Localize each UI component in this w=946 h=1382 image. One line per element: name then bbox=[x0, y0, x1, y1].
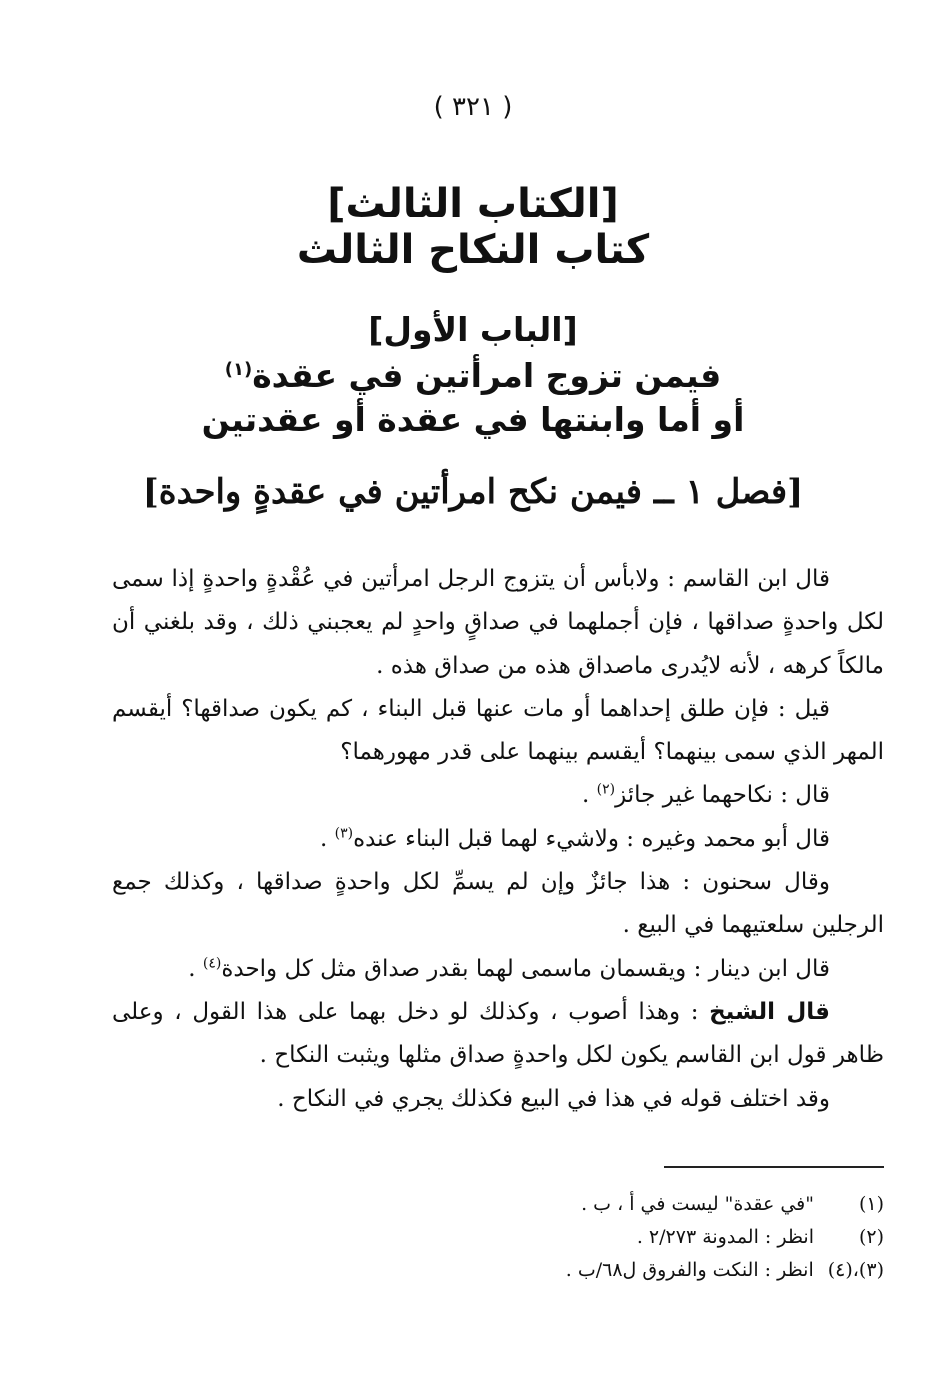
body-text bbox=[112, 558, 884, 1121]
speaker-label: قال الشيخ bbox=[709, 998, 830, 1025]
footnote-ref-2: (٢) bbox=[596, 781, 616, 798]
footnote-ref-4: (٤) bbox=[202, 955, 222, 972]
footnote-text: انظر : المدونة ٢/٢٧٣ . bbox=[636, 1226, 814, 1248]
footnote-divider bbox=[664, 1166, 884, 1168]
paragraph bbox=[112, 991, 884, 1078]
paragraph-end: . bbox=[188, 955, 203, 982]
paragraph bbox=[112, 948, 884, 991]
paragraph bbox=[112, 774, 884, 817]
footnote-number: (١) bbox=[858, 1193, 884, 1215]
paragraph-text: قال ابن القاسم : ولابأس أن يتزوج الرجل امرأتين في عُقْدةٍ واحدةٍ إذا سمى لكل واحدةٍ صداقها ، فإن أجملهما في صداقٍ واحدٍ لم يعجبني ذلك ، وقد بلغني أن مالكاً كرهه ، لأنه لايُدرى ماصداق هذه من صداق هذه . bbox=[112, 566, 884, 679]
paragraph bbox=[112, 1078, 884, 1121]
paragraph bbox=[112, 688, 884, 775]
footnote-ref-1: (١) bbox=[224, 359, 253, 380]
chapter-heading-line1-text: فيمن تزوج امرأتين في عقدة bbox=[252, 356, 722, 395]
paragraph-end: . bbox=[319, 825, 335, 852]
paragraph bbox=[112, 818, 884, 861]
paragraph-text: قال : نكاحهما غير جائز bbox=[615, 782, 830, 809]
paragraph-text: قيل : فإن طلق إحداهما أو مات عنها قبل البناء ، كم يكون صداقها؟ أيقسم المهر الذي سمى بينهما؟ أيقسم بينهما على قدر مهورهما؟ bbox=[112, 695, 884, 766]
footnote-number: (٣)،(٤) bbox=[827, 1259, 884, 1281]
paragraph-text: وقال سحنون : هذا جائزٌ وإن لم يسمِّ لكل واحدةٍ صداقها ، وكذلك جمع الرجلين سلعتيهما في البيع . bbox=[112, 869, 884, 939]
paragraph bbox=[112, 558, 884, 688]
footnote bbox=[112, 1188, 884, 1221]
footnote-text: "في عقدة" ليست في أ ، ب . bbox=[581, 1193, 814, 1215]
book-heading-bracket: [الكتاب الثالث] bbox=[327, 181, 619, 227]
section-title: [فصل ١ ــ فيمن نكح امرأتين في عقدةٍ واحدة] bbox=[142, 472, 804, 512]
page-number: ( ٣٢١ ) bbox=[433, 92, 513, 122]
paragraph-text: وقد اختلف قوله في هذا في البيع فكذلك يجري في النكاح . bbox=[277, 1085, 830, 1112]
chapter-heading-line1 bbox=[0, 358, 946, 394]
chapter-heading-line2: أو أما وابنتها في عقدة أو عقدتين bbox=[201, 400, 745, 439]
footnote bbox=[112, 1254, 884, 1287]
footnote-number: (٢) bbox=[858, 1226, 884, 1248]
paragraph-text: قال أبو محمد وغيره : ولاشيء لهما قبل البناء عنده bbox=[353, 825, 830, 852]
paragraph bbox=[112, 861, 884, 948]
footnotes bbox=[112, 1188, 884, 1287]
footnote bbox=[112, 1221, 884, 1254]
footnote-ref-3: (٣) bbox=[334, 825, 354, 842]
chapter-heading-bracket: [الباب الأول] bbox=[368, 310, 578, 349]
footnote-text: انظر : النكت والفروق ل٦٨/ب . bbox=[565, 1259, 814, 1281]
paragraph-text: : وهذا أصوب ، وكذلك لو دخل بهما على هذا القول ، وعلى ظاهر قول ابن القاسم يكون لكل واحدةٍ صداق مثلها ويثبت النكاح . bbox=[112, 998, 884, 1069]
book-heading-title: كتاب النكاح الثالث bbox=[296, 227, 650, 273]
paragraph-end: . bbox=[581, 782, 597, 809]
paragraph-text: قال ابن دينار : ويقسمان ماسمى لهما بقدر صداق مثل كل واحدة bbox=[221, 955, 830, 982]
